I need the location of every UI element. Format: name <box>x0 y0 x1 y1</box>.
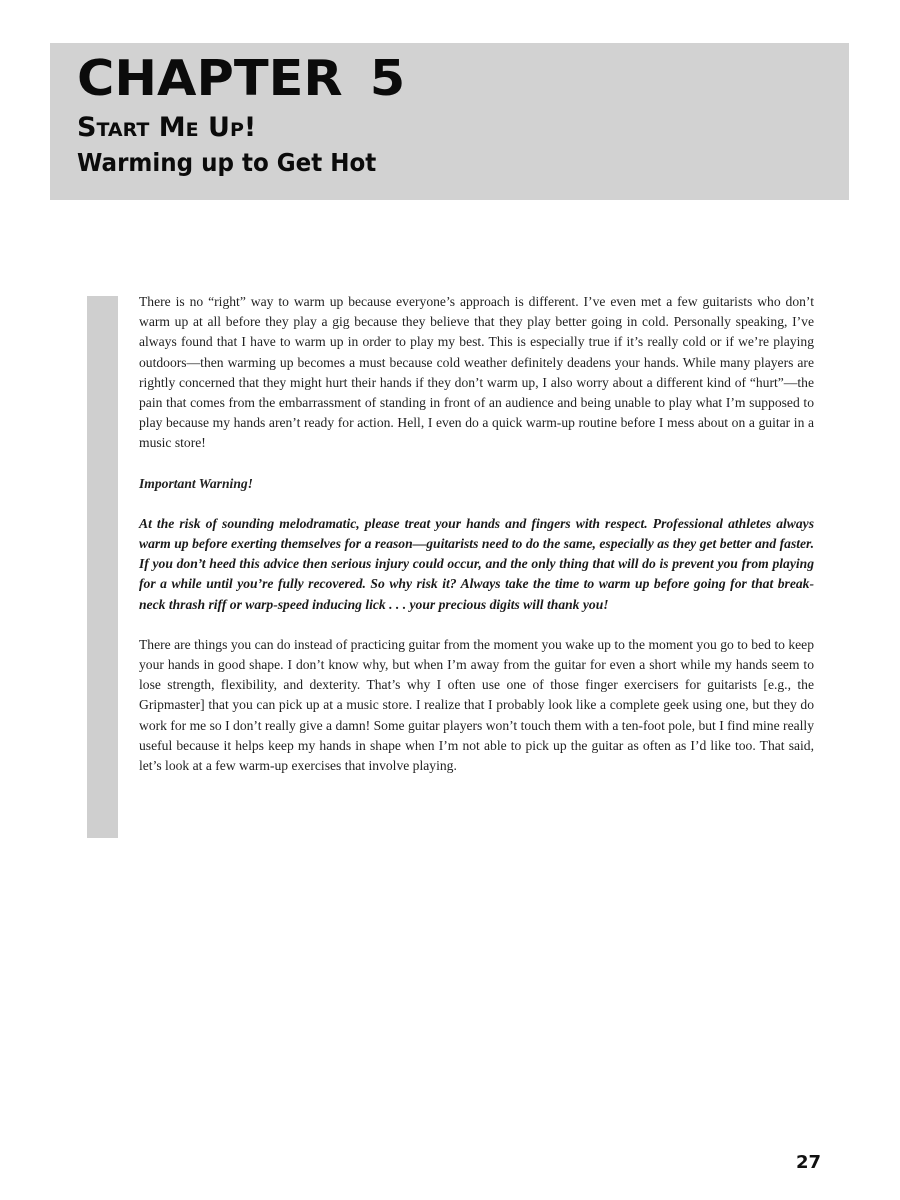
chapter-label: CHAPTER <box>77 50 343 107</box>
page-number: 27 <box>796 1152 822 1173</box>
warning-heading: Important Warning! <box>139 475 253 491</box>
chapter-header-banner <box>50 43 849 200</box>
chapter-title: Start Me Up! <box>77 112 257 143</box>
sidebar-accent-bar <box>87 296 118 838</box>
intro-paragraph: There is no “right” way to warm up because everyone’s approach is different. I’ve even met a few guitarists who don’t warm up at all before they play a gig because they believe that they play better going in cold. Personally speaking, I’ve always found that I have to warm up in order to play my best. This is especially true if it’s really cold or if we’re playing outdoors—then warming up becomes a must because cold weather definitely deadens your hands. While many players are rightly concerned that they might hurt their hands if they don’t warm up, I also worry about a different kind of “hurt”—the pain that comes from the embarrassment of standing in front of an audience and being unable to play what I’m supposed to play because my hands aren’t ready for action. Hell, I even do a quick warm-up routine before I mess about on a guitar in a music store! <box>139 294 814 451</box>
chapter-heading <box>77 51 880 107</box>
chapter-number: 5 <box>369 50 406 107</box>
closing-paragraph: There are things you can do instead of practicing guitar from the moment you wake up to the moment you go to bed to keep your hands in good shape. I don’t know why, but when I’m away from the guitar for even a short while my hands seem to lose strength, flexibility, and dexterity. That’s why I often use one of those finger exercisers for guitarists [e.g., the Gripmaster] that you can pick up at a music store. I realize that I probably look like a complete geek using one, but they do work for me so I don’t really give a damn! Some guitar players won’t touch them with a ten-foot pole, but I find mine really useful because it helps keep my hands in shape when I’m not able to pick up the guitar as often as I’d like too. That said, let’s look at a few warm-up exercises that involve playing. <box>139 636 814 774</box>
chapter-subtitle: Warming up to Get Hot <box>77 148 377 177</box>
warning-body: At the risk of sounding melodramatic, please treat your hands and fingers with respect. Professional athletes always warm up before exerting themselves for a reason—guitarists need to do the same, especially as they get better and faster. If you don’t heed this advice then serious injury could occur, and the only thing that will do is prevent you from playing for a while until you’re fully recovered. So why risk it? Always take the time to warm up before going for that break-neck thrash riff or warp-speed inducing lick . . . your precious digits will thank you! <box>139 515 814 612</box>
chapter-body <box>139 292 814 796</box>
